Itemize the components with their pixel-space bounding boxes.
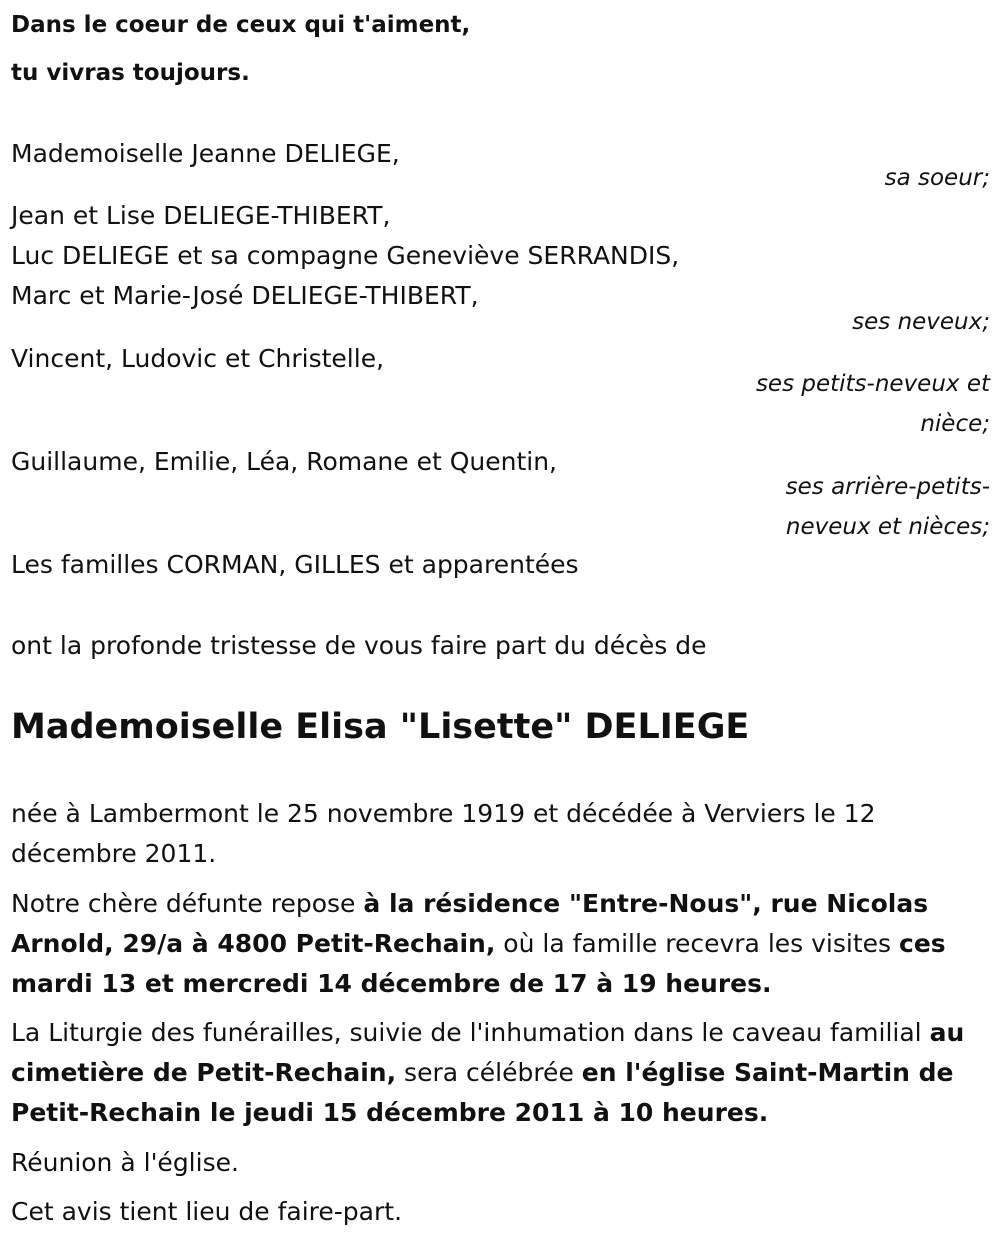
funeral-paragraph [11,1013,981,1133]
reunion-note: Réunion à l'église. [11,1148,239,1177]
great-grandnephews-relation-2: neveux et nièces; [785,514,990,540]
visitation-text-1: Notre chère défunte repose [11,889,364,918]
birth-death-paragraph: née à Lambermont le 25 novembre 1919 et décédée à Verviers le 12 décembre 2011. [11,799,876,868]
visitation-location: à la résidence "Entre-Nous", rue Nicolas Arnold, 29/a à 4800 Petit-Rechain, [11,889,929,958]
great-grandnephews-names: Guillaume, Emilie, Léa, Romane et Quentin, [11,447,557,476]
epitaph-line-2: tu vivras toujours. [11,60,250,86]
nephew-line-2: Luc DELIEGE et sa compagne Geneviève SERRANDIS, [11,241,680,270]
announcement: ont la profonde tristesse de vous faire part du décès de [11,631,707,660]
great-grandnephews-relation-1: ses arrière-petits- [785,474,990,500]
deceased-name: Mademoiselle Elisa "Lisette" DELIEGE [11,707,750,747]
grandnephews-relation-1: ses petits-neveux et [755,371,990,397]
nephew-line-3: Marc et Marie-José DELIEGE-THIBERT, [11,281,479,310]
closing-note: Cet avis tient lieu de faire-part. [11,1197,403,1226]
grandnephews-names: Vincent, Ludovic et Christelle, [11,344,385,373]
grandnephews-relation-2: nièce; [920,411,990,437]
nephew-line-1: Jean et Lise DELIEGE-THIBERT, [11,201,391,230]
funeral-text-2: sera célébrée [396,1058,582,1087]
funeral-cemetery: au cimetière de Petit-Rechain, [11,1018,965,1087]
visitation-text-2: où la famille recevra les visites [495,929,899,958]
funeral-text-1: La Liturgie des funérailles, suivie de l'inhumation dans le caveau familial [11,1018,930,1047]
visitation-times: ces mardi 13 et mercredi 14 décembre de 17 à 19 heures. [11,929,946,998]
epitaph-line-1: Dans le coeur de ceux qui t'aiment, [11,12,471,38]
other-families: Les familles CORMAN, GILLES et apparentées [11,550,579,579]
sister-name: Mademoiselle Jeanne DELIEGE, [11,139,400,168]
funeral-church-time: en l'église Saint-Martin de Petit-Rechain le jeudi 15 décembre 2011 à 10 heures. [11,1058,954,1127]
visitation-paragraph [11,884,981,1004]
nephews-relation: ses neveux; [852,309,990,335]
sister-relation: sa soeur; [884,165,990,191]
